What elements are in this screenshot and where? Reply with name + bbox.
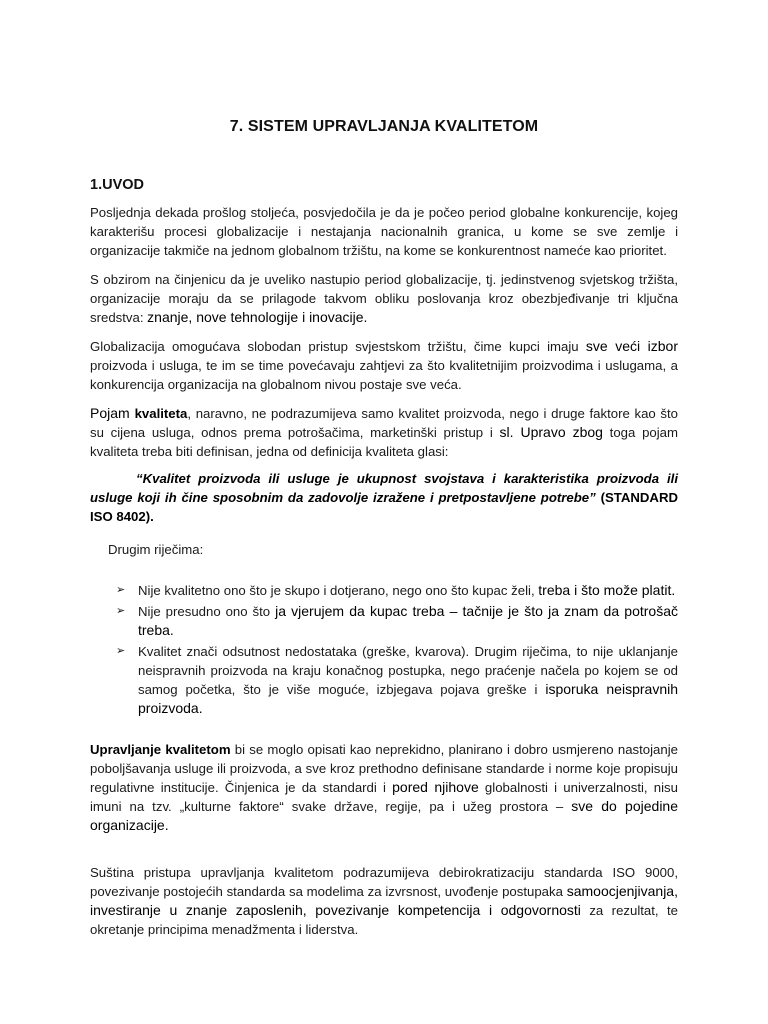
paragraph-6-emphasis: samoocjenjivanja, investiranje u znanje zaposlenih, povezivanje kompetencija i odgovornosti bbox=[90, 883, 678, 918]
paragraph-5 bbox=[90, 740, 678, 835]
paragraph-5-emphasis-b: sve do pojedine organizacije. bbox=[90, 798, 678, 833]
arrow-bullet-icon: ➢ bbox=[116, 584, 126, 596]
list-item bbox=[116, 642, 678, 718]
paragraph-6-text-a: Suština pristupa upravljanja kvalitetom podrazumijeva debirokratizaciju standarda ISO 9000, povezivanje postojećih standarda sa modelima za izvrsnost, uvođenje postupaka bbox=[90, 865, 678, 899]
list-item-text-b: isporuka neispravnih proizvoda. bbox=[138, 681, 678, 716]
paragraph-spacer bbox=[90, 845, 678, 863]
list-item-text-b: treba i što može platit. bbox=[538, 582, 676, 598]
paragraph-5-emphasis-a: pored njihove bbox=[392, 779, 479, 795]
arrow-bullet-icon: ➢ bbox=[116, 605, 126, 617]
paragraph-4-lead: Pojam bbox=[90, 405, 135, 421]
list-item-text-a: Kvalitet znači odsutnost nedostataka (greške, kvarova). Drugim riječima, to nije uklanjanje neispravnih proizvoda na kraju konačnog postupka, nego praćenje načela po kojem se od samog početka, što je više moguće, izbjegava pojava greške i bbox=[138, 644, 678, 697]
quote-source: (STANDARD ISO 8402). bbox=[90, 490, 678, 524]
list-item bbox=[116, 581, 678, 600]
paragraph-3-text-b: proizvoda i usluga, te im se time povećavaju zahtjevi za što kvalitetnijim proizvodima i uslugama, a konkurencija organizacija na globalnom nivou postaje sve veća. bbox=[90, 358, 678, 392]
paragraph-5-text-a: bi se moglo opisati kao neprekidno, planirano i dobro usmjereno nastojanje poboljšavanja usluge ili proizvoda, a sve kroz prethodno definisane standarde i norme koje propisuju regulativne institucije. Činjenica je da standardi i bbox=[90, 742, 678, 795]
paragraph-6-text-b: za rezultat, te okretanje principima menadžmenta i liderstva. bbox=[90, 903, 678, 937]
paragraph-4-emphasis: sl. Upravo zbog bbox=[499, 424, 603, 440]
paragraph-5-text-b: globalnosti i univerzalnosti, nisu imuni na tzv. „kulturne faktore“ svake države, regije, pa i užeg prostora – bbox=[90, 780, 678, 814]
quote-text: “Kvalitet proizvoda ili usluge je ukupnost svojstava i karakteristika proizvoda ili usluge koji ih čine sposobnim da zadovolje izražene i pretpostavljene potrebe” bbox=[90, 471, 678, 505]
paragraph-5-term: Upravljanje kvalitetom bbox=[90, 742, 231, 757]
paragraph-3 bbox=[90, 337, 678, 394]
paragraph-3-emphasis: sve veći izbor bbox=[585, 338, 678, 354]
paragraph-4 bbox=[90, 404, 678, 461]
paragraph-6 bbox=[90, 863, 678, 939]
list-item-text-a: Nije kvalitetno ono što je skupo i dotjerano, nego ono što kupac želi, bbox=[138, 583, 539, 598]
page-title: 7. SISTEM UPRAVLJANJA KVALITETOM bbox=[229, 118, 539, 135]
section-heading: 1.UVOD bbox=[90, 177, 144, 193]
document-content bbox=[90, 118, 678, 949]
paragraph-2-text: S obzirom na činjenicu da je uveliko nastupio period globalizacije, tj. jedinstvenog svjetskog tržišta, organizacije moraju da se prilagode takvom obliku poslovanja kroz obezbjeđivanje tri ključna sredstva: bbox=[90, 272, 678, 325]
paragraph-4-text-b: toga pojam kvaliteta treba biti definisan, jedna od definicija kvaliteta glasi: bbox=[90, 425, 678, 459]
bullet-list bbox=[90, 581, 678, 718]
paragraph-4-term: kvaliteta bbox=[134, 406, 188, 421]
list-intro: Drugim riječima: bbox=[108, 542, 204, 557]
paragraph-4-text-a: , naravno, ne podrazumijeva samo kvalitet proizvoda, nego i druge faktore kao što su cijena usluga, odnos prema potrošačima, marketinški pristup i bbox=[90, 406, 679, 440]
list-item-text-a: Nije presudno ono što bbox=[138, 604, 276, 619]
list-item bbox=[116, 602, 678, 640]
definition-quote bbox=[90, 469, 678, 526]
paragraph-2-emphasis: znanje, nove tehnologije i inovacije. bbox=[147, 309, 368, 325]
paragraph-1-text: Posljednja dekada prošlog stoljeća, posvjedočila je da je počeo period globalne konkurencije, kojeg karakterišu procesi globalizacije i nestajanja nacionalnih granica, u kome se sve zemlje i organizacije takmiče na jednom globalnom tržištu, na kome se konkurentnost nameće kao prioritet. bbox=[90, 205, 678, 258]
list-item-text-b: ja vjerujem da kupac treba – tačnije je što ja znam da potrošač treba. bbox=[138, 603, 678, 638]
paragraph-2 bbox=[90, 270, 678, 327]
paragraph-1 bbox=[90, 203, 678, 260]
arrow-bullet-icon: ➢ bbox=[116, 645, 126, 657]
paragraph-3-text-a: Globalizacija omogućava slobodan pristup svjestskom tržištu, čime kupci imaju bbox=[90, 339, 586, 354]
